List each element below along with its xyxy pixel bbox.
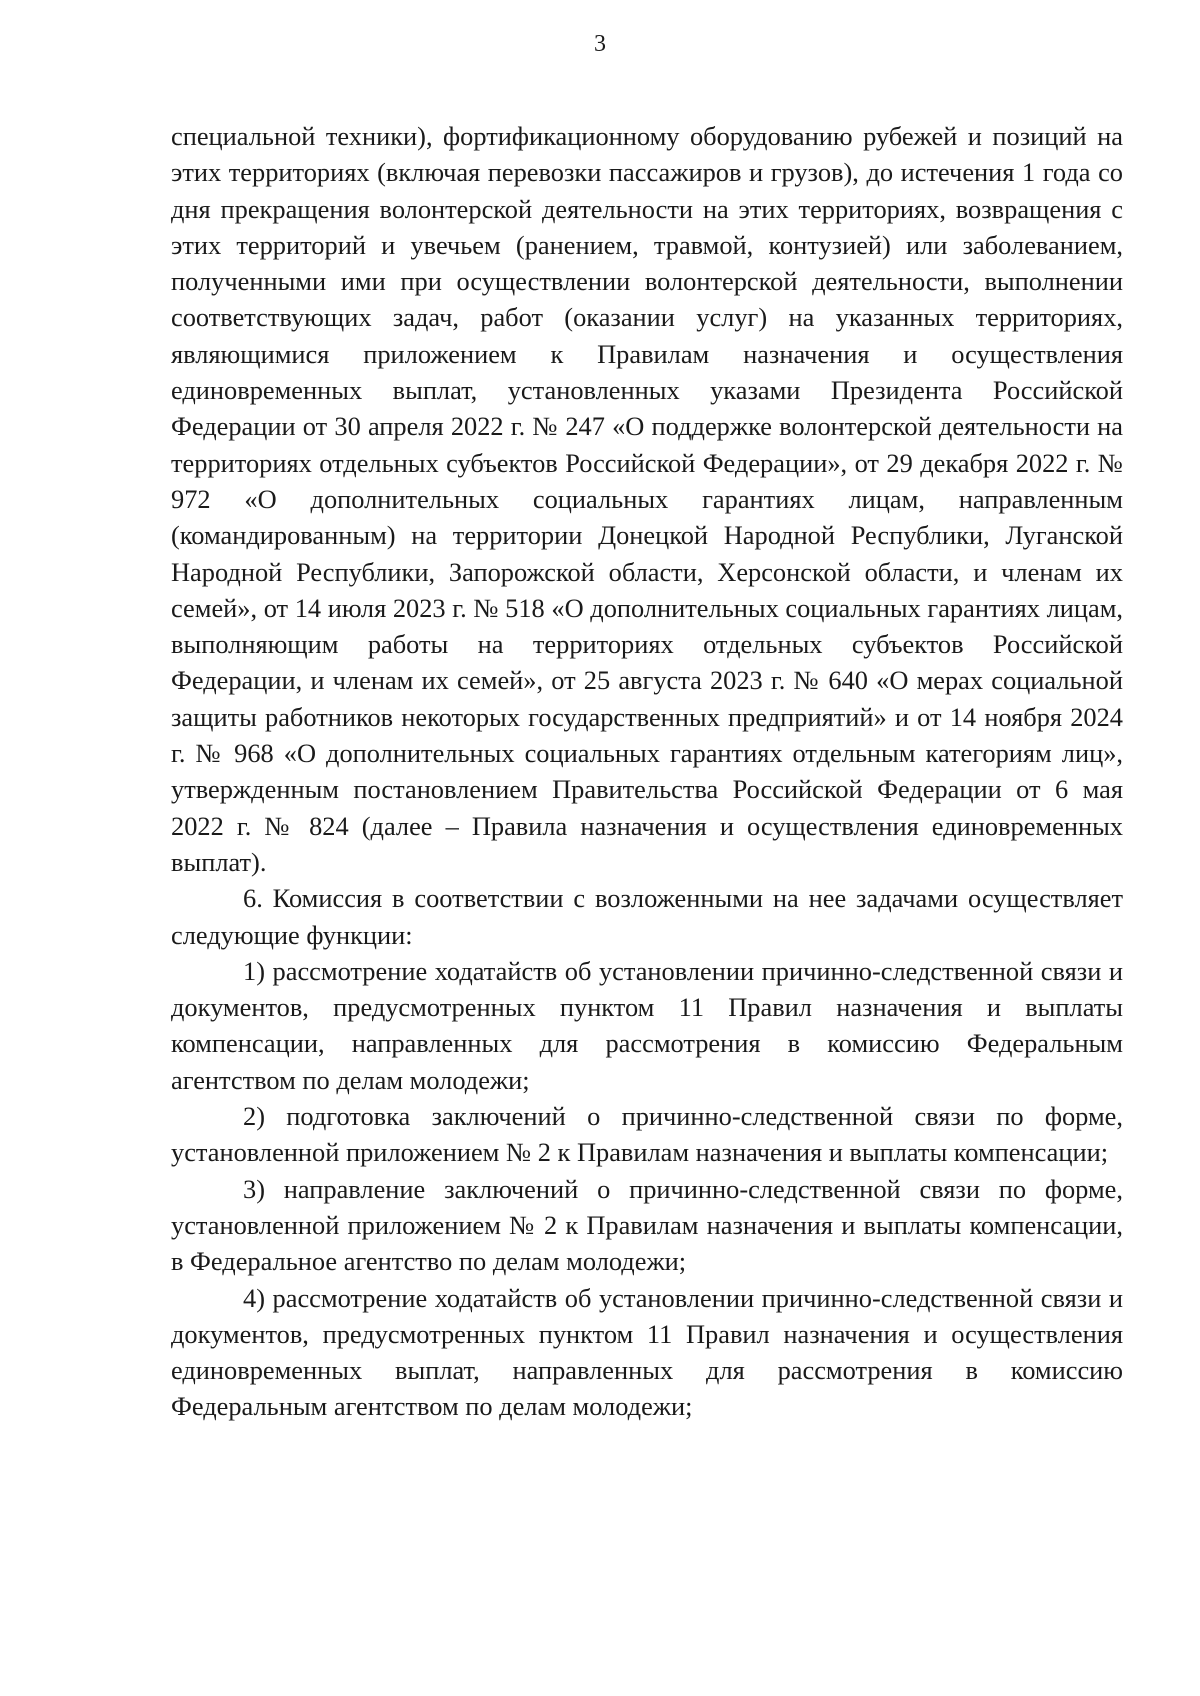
document-body bbox=[171, 118, 1123, 1425]
page-number: 3 bbox=[594, 31, 606, 57]
paragraph-subitem-1: 1) рассмотрение ходатайств об установлении причинно-следственной связи и документов, предусмотренных пунктом 11 Правил назначения и выплаты компенсации, направленных для рассмотрения в комиссию Федеральным агентством по делам молодежи; bbox=[171, 955, 1123, 1095]
paragraph-subitem-4: 4) рассмотрение ходатайств об установлении причинно-следственной связи и документов, предусмотренных пунктом 11 Правил назначения и осуществления единовременных выплат, направленных для рассмотрения в комиссию Федеральным агентством по делам молодежи; bbox=[171, 1282, 1123, 1422]
paragraph-subitem-2: 2) подготовка заключений о причинно-следственной связи по форме, установленной приложением № 2 к Правилам назначения и выплаты компенсации; bbox=[171, 1101, 1123, 1168]
paragraph-subitem-3: 3) направление заключений о причинно-следственной связи по форме, установленной приложением № 2 к Правилам назначения и выплаты компенсации, в Федеральное агентство по делам молодежи; bbox=[171, 1173, 1123, 1277]
paragraph-continuation: специальной техники), фортификационному оборудованию рубежей и позиций на этих территориях (включая перевозки пассажиров и грузов), до истечения 1 года со дня прекращения волонтерской деятельности на этих территориях, возвращения с этих территорий и увечьем (ранением, травмой, контузией) или заболеванием, полученными ими при осуществлении волонтерской деятельности, выполнении соответствующих задач, работ (оказании услуг) на указанных территориях, являющимися приложением к Правилам назначения и осуществления единовременных выплат, установленных указами Президента Российской Федерации от 30 апреля 2022 г. № 247 «О поддержке волонтерской деятельности на территориях отдельных субъектов Российской Федерации», от 29 декабря 2022 г. № 972 «О дополнительных социальных гарантиях лицам, направленным (командированным) на территории Донецкой Народной Республики, Луганской Народной Республики, Запорожской области, Херсонской области, и членам их семей», от 14 июля 2023 г. № 518 «О дополнительных социальных гарантиях лицам, выполняющим работы на территориях отдельных субъектов Российской Федерации, и членам их семей», от 25 августа 2023 г. № 640 «О мерах социальной защиты работников некоторых государственных предприятий» и от 14 ноября 2024 г. № 968 «О дополнительных социальных гарантиях отдельным категориям лиц», утвержденным постановлением Правительства Российской Федерации от 6 мая 2022 г. № 824 (далее – Правила назначения и осуществления единовременных выплат). bbox=[171, 121, 1123, 877]
paragraph-item-6: 6. Комиссия в соответствии с возложенными на нее задачами осуществляет следующие функции: bbox=[171, 883, 1123, 950]
